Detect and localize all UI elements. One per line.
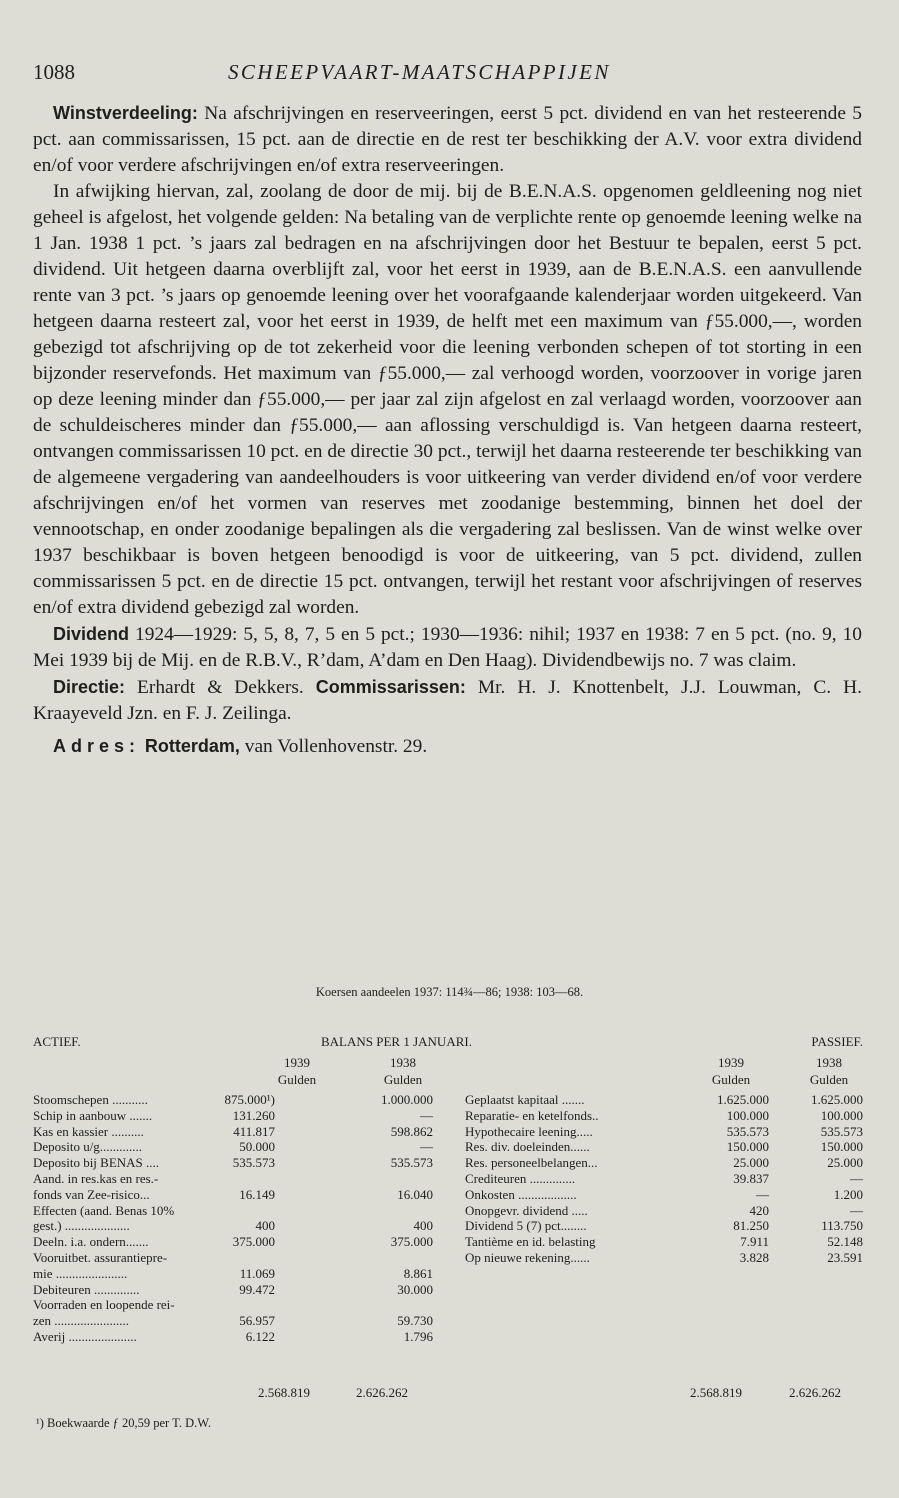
passief-row-label: Tantième en id. belasting xyxy=(465,1234,596,1250)
actief-row-value-1938: 400 xyxy=(413,1218,433,1234)
passief-row-value-1939: 100.000 xyxy=(726,1107,769,1123)
winstverdeeling-text: Na afschrijvingen en reserveeringen, eerst 5 pct. dividend en van het resteerende 5 pct. aan commissarissen, 15 pct. aan de directie en de rest ter beschikking der A.V. voor extra dividend en/of voor verdere afschrijvingen en/of extra reserveeringen. xyxy=(33,103,862,176)
actief-row-value-1939: 400 xyxy=(255,1218,275,1234)
passief-total-1938: 2.626.262 xyxy=(789,1385,841,1400)
actief-row-value-1938: — xyxy=(420,1107,433,1123)
directie-paragraph xyxy=(33,674,862,727)
passief-row-label: Geplaatst kapitaal ....... xyxy=(465,1092,585,1107)
footnote: ¹) Boekwaarde ƒ 20,59 per T. D.W. xyxy=(36,1416,211,1430)
passief-row-value-1938: 52.148 xyxy=(827,1234,863,1250)
passief-row xyxy=(465,1171,863,1187)
passief-row-value-1939: 150.000 xyxy=(726,1139,769,1155)
actief-row-label: Voorraden en loopende rei- xyxy=(33,1297,175,1313)
actief-row xyxy=(33,1124,453,1140)
passief-row-value-1938: 25.000 xyxy=(827,1155,863,1171)
passief-row-value-1938: 113.750 xyxy=(821,1218,863,1234)
adres-paragraph xyxy=(33,733,862,760)
actief-row-label: mie ...................... xyxy=(33,1265,128,1281)
actief-row-value-1939: 375.000 xyxy=(232,1234,275,1250)
passief-row-value-1939: 3.828 xyxy=(739,1249,769,1265)
dividend-text: 1924—1929: 5, 5, 8, 7, 5 en 5 pct.; 1930—1936: nihil; 1937 en 1938: 7 en 5 pct. (no. 9, 10 Mei 1939 bij de Mij. en de R.B.V., R’dam, A’dam en Den Haag). Dividendbewijs no. 7 was claim. xyxy=(33,624,862,671)
passief-total-1939: 2.568.819 xyxy=(690,1385,742,1400)
actief-row-value-1939: 99.472 xyxy=(239,1281,275,1297)
passief-row-label: Reparatie- en ketelfonds.. xyxy=(465,1107,599,1123)
balans-title: BALANS PER 1 JANUARI. xyxy=(321,1034,472,1049)
passief-row xyxy=(465,1250,863,1266)
actief-row-value-1939: 875.000¹) xyxy=(224,1092,275,1107)
actief-row-label: Kas en kassier .......... xyxy=(33,1123,144,1139)
passief-row-value-1938: 23.591 xyxy=(827,1249,863,1265)
actief-row xyxy=(33,1266,453,1282)
page-header xyxy=(33,60,863,94)
passief-row-value-1939: 39.837 xyxy=(733,1170,769,1186)
actief-row-value-1938: 535.573 xyxy=(390,1155,433,1171)
passief-row-value-1939: 535.573 xyxy=(726,1123,769,1139)
actief-row xyxy=(33,1171,453,1187)
adres-city: Rotterdam, xyxy=(144,736,240,756)
commissarissen-text: Mr. H. J. Knottenbelt, J.J. Louwman, C. H. Kraayeveld Jzn. en F. J. Zeilinga. xyxy=(33,677,862,724)
dividend-heading: Dividend xyxy=(53,624,130,644)
actief-row xyxy=(33,1108,453,1124)
actief-row-value-1939: 50.000 xyxy=(239,1139,275,1155)
passief-row-label: Hypothecaire leening..... xyxy=(465,1123,593,1139)
directie-heading: Directie: xyxy=(53,677,126,697)
passief-row xyxy=(465,1092,863,1108)
passief-col-1939: 1939 Gulden xyxy=(711,1055,751,1087)
actief-row-value-1939: 11.069 xyxy=(239,1265,275,1281)
passief-rows xyxy=(465,1092,863,1266)
dividend-paragraph xyxy=(33,621,862,674)
actief-col-1938: 1938 Gulden xyxy=(383,1055,423,1087)
balance-sheet-header xyxy=(33,1034,863,1054)
actief-row-value-1938: 59.730 xyxy=(397,1313,433,1329)
actief-row-label: Schip in aanbouw ....... xyxy=(33,1107,153,1123)
passief-row-label: Onkosten .................. xyxy=(465,1186,577,1202)
afwijking-paragraph: In afwijking hiervan, zal, zoolang de door de mij. bij de B.E.N.A.S. opgenomen geldleening nog niet geheel is afgelost, het volgende gelden: Na betaling van de verplichte rente op genoemde leening welke na 1 Jan. 1938 1 pct. ’s jaars zal bedragen en na afschrijvingen door het Bestuur te bepalen, eerst 5 pct. dividend. Uit hetgeen daarna overblijft zal, voor het eerst in 1939, aan de B.E.N.A.S. een aanvullende rente van 3 pct. ’s jaars op genoemde leening over het voorafgaande kalenderjaar worden uitgekeerd. Van hetgeen daarna resteert zal, voor het eerst in 1939, de helft met een maximum van ƒ55.000,—, worden gebezigd tot afschrijving op de tot zekerheid voor die leening verbonden schepen of tot storting in een bijzonder reservefonds. Het maximum van ƒ55.000,— zal verhoogd worden, voorzoover in vorige jaren op deze leening minder dan ƒ55.000,— per jaar zal zijn afgelost en zal verlaagd worden, voorzoover aan de schuldeischeres minder dan ƒ55.000,— aan aflossing verschuldigd is. Van hetgeen daarna resteert, ontvangen commissarissen 10 pct. en de directie 30 pct., terwijl het daarna resteerende ter beschikking van de algemeene vergadering van aandeelhouders is voor uitkeering van verder dividend en/of voor verdere afschrijvingen en/of het vormen van reserves met zoodanige bestemming, binnen het doel der vennootschap, en onder zoodanige bepalingen als die vergadering zal beslissen. Van de winst welke over 1937 beschikbaar is boven hetgeen benoodigd is voor de uitkeering, van 5 pct. dividend, zullen commissarissen 5 pct. en de directie 15 pct. ontvangen, terwijl het restant voor afschrijvingen of reserves en/of extra dividend gebezigd zal worden. xyxy=(33,181,862,618)
passief-row xyxy=(465,1234,863,1250)
actief-row xyxy=(33,1218,453,1234)
actief-total-1939: 2.568.819 xyxy=(258,1385,310,1400)
actief-row-value-1938: 1.796 xyxy=(403,1328,433,1344)
passief-row-value-1938: 1.625.000 xyxy=(811,1092,863,1107)
actief-row-value-1939: 411.817 xyxy=(233,1123,275,1139)
actief-rows xyxy=(33,1092,453,1345)
adres-street: van Vollenhovenstr. 29. xyxy=(244,736,428,757)
passief-row-value-1939: 81.250 xyxy=(733,1218,769,1234)
actief-row xyxy=(33,1203,453,1219)
passief-row xyxy=(465,1139,863,1155)
actief-row xyxy=(33,1297,453,1313)
actief-row-label: zen ....................... xyxy=(33,1313,130,1329)
actief-row-value-1938: 16.040 xyxy=(397,1186,433,1202)
actief-row-value-1938: 598.862 xyxy=(390,1123,433,1139)
passief-title: PASSIEF. xyxy=(811,1034,863,1049)
passief-row-label: Res. personeelbelangen... xyxy=(465,1155,598,1171)
adres-heading: Adres: xyxy=(53,736,141,756)
column-headers xyxy=(33,1054,863,1088)
directie-text: Erhardt & Dekkers. xyxy=(137,677,304,698)
actief-row-label: Averij ..................... xyxy=(33,1328,137,1344)
passief-row-value-1938: 1.200 xyxy=(833,1186,863,1202)
actief-row-label: Aand. in res.kas en res.- xyxy=(33,1170,159,1186)
actief-row-value-1939: 535.573 xyxy=(232,1155,275,1171)
actief-row xyxy=(33,1313,453,1329)
passief-row-value-1938: 100.000 xyxy=(820,1107,863,1123)
actief-row xyxy=(33,1234,453,1250)
actief-col-1939: 1939 Gulden xyxy=(277,1055,317,1087)
actief-row xyxy=(33,1282,453,1298)
actief-row xyxy=(33,1092,453,1108)
actief-title: ACTIEF. xyxy=(33,1034,81,1049)
passief-row xyxy=(465,1187,863,1203)
actief-row-value-1938: 30.000 xyxy=(397,1281,433,1297)
passief-row-value-1939: 420 xyxy=(749,1202,769,1218)
koersen-line: Koersen aandeelen 1937: 114¾—86; 1938: 103—68. xyxy=(315,985,584,999)
actief-row-label: Debiteuren .............. xyxy=(33,1281,140,1297)
running-title: SCHEEPVAART-MAATSCHAPPIJEN xyxy=(228,60,611,84)
actief-row-value-1938: 375.000 xyxy=(390,1234,433,1250)
winstverdeeling-heading: Winstverdeeling: xyxy=(53,103,198,123)
actief-row xyxy=(33,1187,453,1203)
passief-row-label: Crediteuren .............. xyxy=(465,1170,576,1186)
actief-row-value-1939: 56.957 xyxy=(239,1313,275,1329)
commissarissen-heading: Commissarissen: xyxy=(315,677,466,697)
actief-row xyxy=(33,1250,453,1266)
passief-row-value-1939: 25.000 xyxy=(733,1155,769,1171)
actief-row-value-1939: 131.260 xyxy=(232,1107,275,1123)
passief-row xyxy=(465,1203,863,1219)
passief-row-value-1938: — xyxy=(850,1202,863,1218)
passief-row xyxy=(465,1155,863,1171)
actief-total-1938: 2.626.262 xyxy=(356,1385,408,1400)
actief-row-label: Deposito bij BENAS .... xyxy=(33,1155,160,1171)
actief-row-label: fonds van Zee-risico... xyxy=(33,1186,150,1202)
actief-row-label: Vooruitbet. assurantiepre- xyxy=(33,1249,168,1265)
passief-row-value-1939: — xyxy=(756,1186,769,1202)
passief-row xyxy=(465,1124,863,1140)
actief-row-label: Stoomschepen ........... xyxy=(33,1092,148,1107)
actief-row-value-1938: 1.000.000 xyxy=(381,1092,433,1107)
actief-row-value-1938: — xyxy=(420,1139,433,1155)
passief-row-value-1939: 1.625.000 xyxy=(717,1092,769,1107)
passief-row xyxy=(465,1108,863,1124)
passief-row-label: Onopgevr. dividend ..... xyxy=(465,1202,588,1218)
passief-row-label: Res. div. doeleinden...... xyxy=(465,1139,590,1155)
winstverdeeling-paragraph xyxy=(33,100,862,179)
passief-col-1938: 1938 Gulden xyxy=(809,1055,849,1087)
actief-row-value-1938: 8.861 xyxy=(403,1265,433,1281)
actief-row-label: gest.) .................... xyxy=(33,1218,130,1234)
passief-row-label: Dividend 5 (7) pct........ xyxy=(465,1218,587,1234)
actief-row-value-1939: 6.122 xyxy=(245,1328,275,1344)
actief-row xyxy=(33,1155,453,1171)
passief-row-value-1938: — xyxy=(850,1170,863,1186)
body-text xyxy=(33,100,862,760)
passief-row-label: Op nieuwe rekening...... xyxy=(465,1249,590,1265)
balance-sheet xyxy=(33,1034,863,1344)
passief-row-value-1938: 150.000 xyxy=(820,1139,863,1155)
passief-row xyxy=(465,1218,863,1234)
actief-row xyxy=(33,1329,453,1345)
passief-row-value-1938: 535.573 xyxy=(820,1123,863,1139)
actief-row xyxy=(33,1139,453,1155)
actief-row-value-1939: 16.149 xyxy=(239,1186,275,1202)
actief-row-label: Effecten (aand. Benas 10% xyxy=(33,1202,175,1218)
actief-row-label: Deposito u/g............. xyxy=(33,1139,143,1155)
page-number: 1088 xyxy=(33,60,75,84)
passief-row-value-1939: 7.911 xyxy=(740,1234,769,1250)
actief-row-label: Deeln. i.a. ondern....... xyxy=(33,1234,149,1250)
